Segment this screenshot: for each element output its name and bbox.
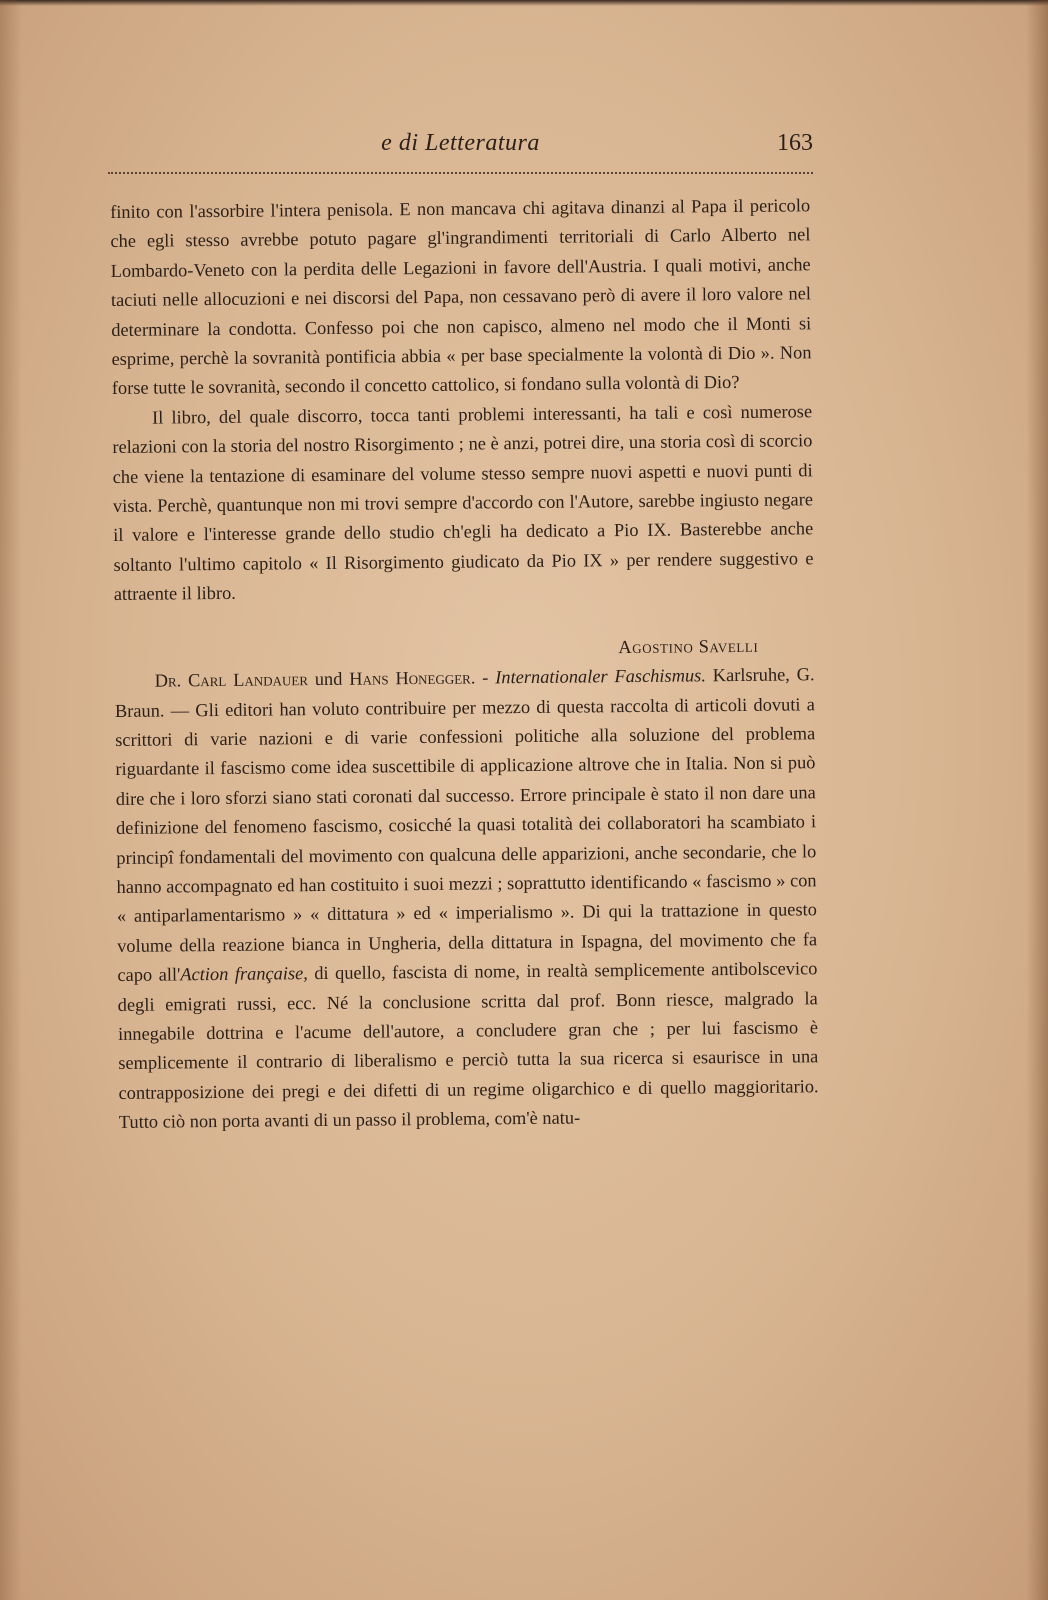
review-paragraph: [115, 660, 819, 1137]
review-publisher: Karlsruhe, G. Braun.: [114, 664, 815, 721]
header-dotted-rule: [108, 172, 813, 174]
left-page-edge: [0, 0, 22, 1600]
review-action-francaise: Action française,: [180, 963, 308, 985]
review-author-2: Hans Honegger.: [349, 667, 476, 689]
body-paragraph-2: Il libro, del quale discorro, tocca tanti problemi interessanti, ha tali e così numerose relazioni con la storia del nostro Risorgimento ; ne è anzi, potrei dire, una storia così di scorcio che viene la tentazione di esaminare del volume stesso sempre nuovi aspetti e nuovi punti di vista. Perchè, quantunque non mi trovi sempre d'accordo con l'Autore, sarebbe ingiusto negare il valore e l'interesse grande dello studio ch'egli ha dedicato a Pio IX. Basterebbe anche soltanto l'ultimo capitolo « Il Risorgimento giudicato da Pio IX » per rendere suggestivo e attraente il libro.: [112, 401, 814, 605]
review-dash: -: [482, 667, 489, 688]
review-text-1: — Gli editori han voluto contribuire per mezzo di questa raccolta di articoli dovuti a scrittori di varie nazioni e di varie confessioni politiche alla soluzione del problema riguardante il fascismo come idea suscettibile di applicazione altrove che in Italia. Non si può dire che i loro sforzi siano stati coronati dal successo. Errore principale è stato il non dare una definizione del fenomeno fascismo, cosicché la quasi totalità dei collaboratori ha scambiato i principî fondamentali del movimento con qualcuna delle apparizioni, anche secondarie, che lo hanno accompagnato ed han costituito i suoi mezzi ; soprattutto identificando « fascismo » con « antiparlamentarismo » « dittatura » ed « imperialismo ». Di qui la trattazione in questo volume della reazione bianca in Ungheria, della dittatura in Ispagna, del movimento che fa capo all': [115, 693, 818, 986]
main-text-block: [110, 191, 819, 1137]
review-book-title: Internationaler Faschismus.: [495, 665, 706, 688]
running-title: e di Letteratura: [381, 130, 540, 156]
page-number: 163: [777, 130, 813, 156]
review-text-2: di quello, fascista di nome, in realtà semplicemente antibolscevico degli emigrati russi, ecc. Né la conclusione scritta dal prof. Bonn riesce, malgrado la innegabile dottrina e l'acume dell'autore, a concludere gran che ; per lui fascismo è semplicemente il contrario di liberalismo e perciò tutta la sua ricerca si esaurisce in una contrapposizione dei pregi e dei difetti di un regime oligarchico e di quello maggioritario. Tutto ciò non porta avanti di un passo il problema, com'è natu-: [117, 958, 819, 1133]
page-top-edge: [0, 0, 1048, 6]
review-author-1: Dr. Carl Landauer: [154, 669, 309, 691]
review-connector: und: [314, 668, 343, 690]
body-paragraph-1: finito con l'assorbire l'intera penisola. E non mancava chi agitava dinanzi al Papa il pericolo che egli stesso avrebbe potuto pagare gl'ingrandimenti territoriali di Carlo Alberto nel Lombardo-Veneto con la perdita delle Legazioni in favore dell'Austria. I quali motivi, anche taciuti nelle allocuzioni e nei discorsi del Papa, non cessavano però di avere il loro valore nel determinare la condotta. Confesso poi che non capisco, almeno nel modo che il Monti si esprime, perchè la sovranità pontificia abbia « per base specialmente la volontà di Dio ». Non forse tutte le sovranità, secondo il concetto cattolico, si fondano sulla volontà di Dio?: [110, 195, 812, 399]
signature: Agostino Savelli: [618, 635, 759, 657]
right-page-edge: [1026, 0, 1048, 1600]
running-head: [108, 130, 813, 162]
